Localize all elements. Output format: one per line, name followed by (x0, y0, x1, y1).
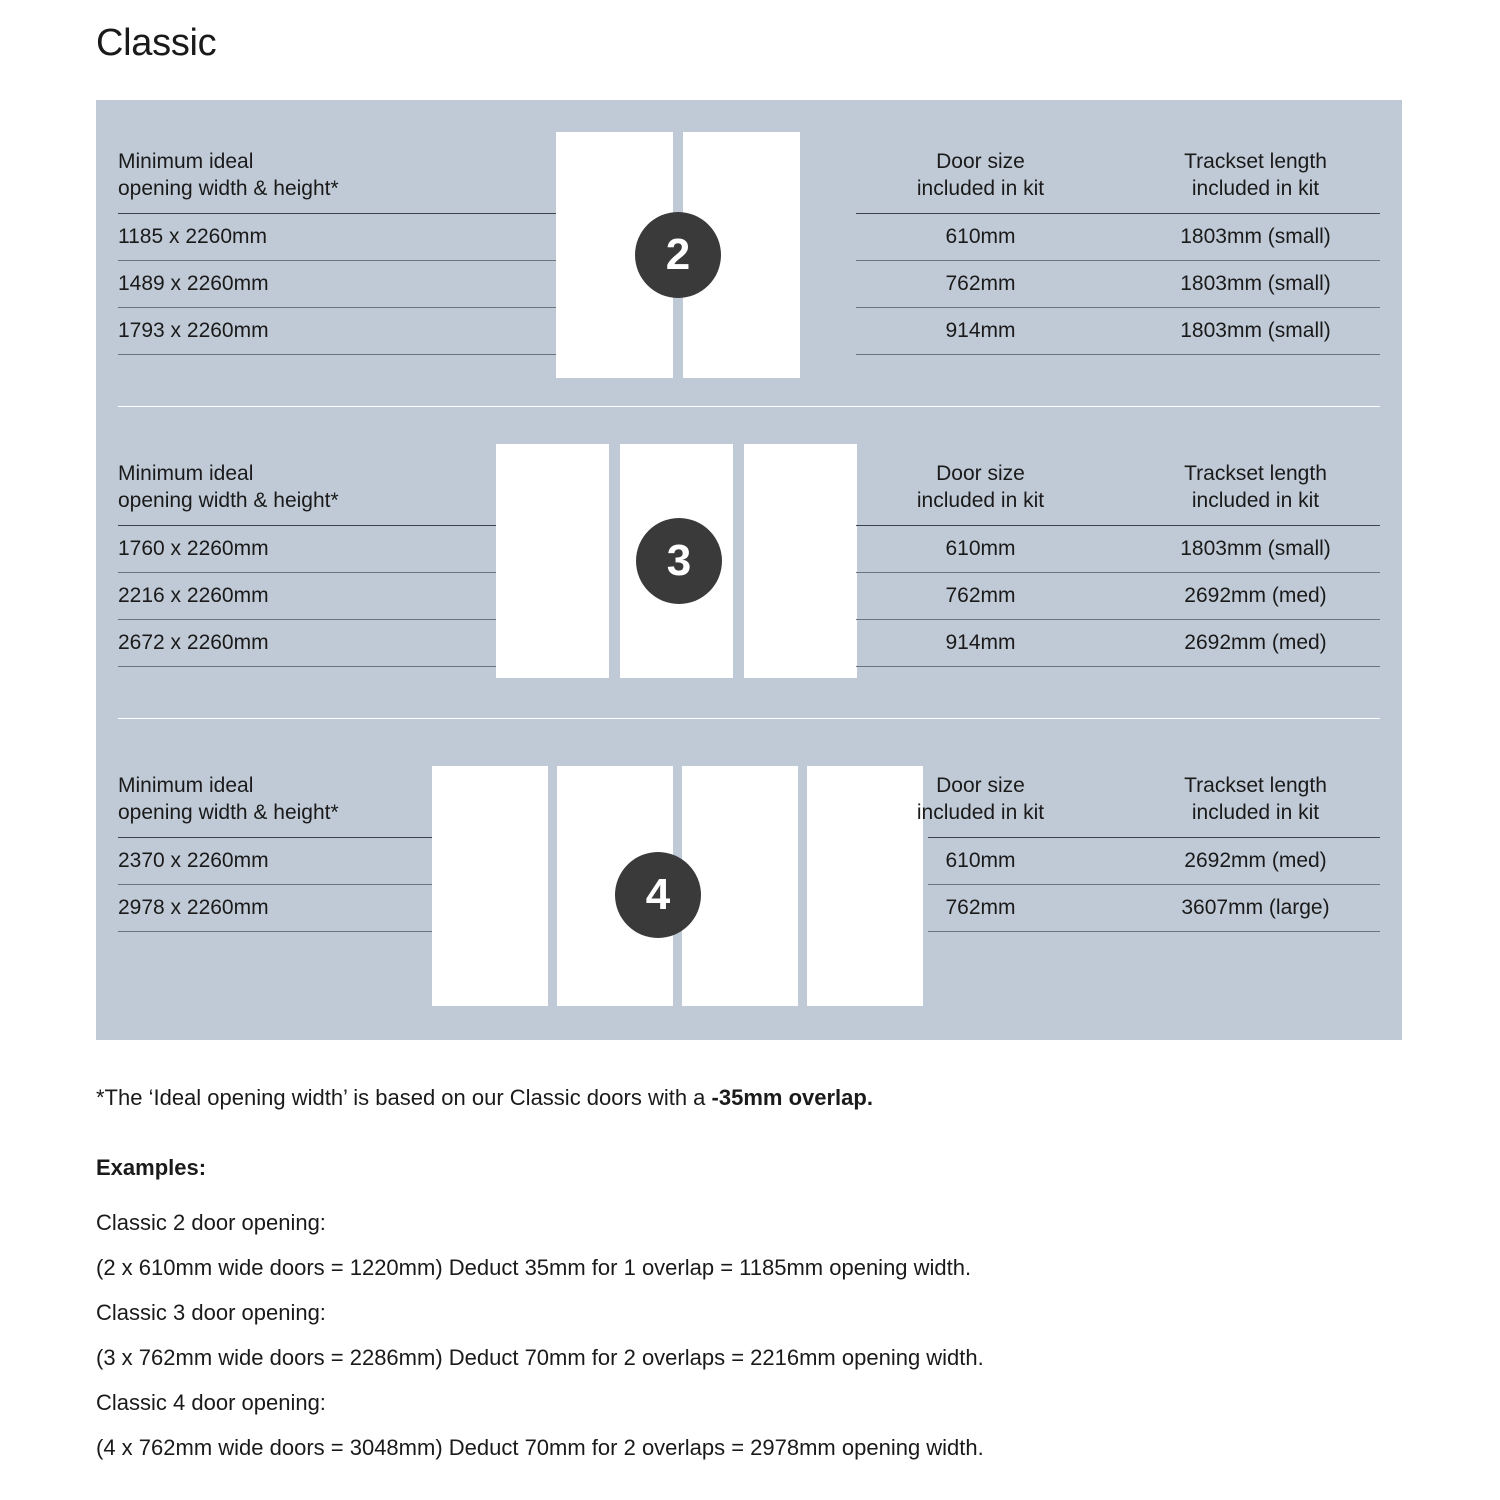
door-panel (496, 444, 609, 678)
row-rule (928, 931, 1380, 932)
examples-list (96, 1200, 1426, 1470)
opening-column-2 (118, 148, 558, 355)
list-item: Classic 3 door opening: (96, 1300, 326, 1325)
opening-column-header-2: Minimum ideal opening width & height* (118, 150, 339, 200)
examples-heading: Examples: (96, 1155, 207, 1180)
kit-columns-2 (856, 148, 1380, 355)
trackset-header-4: Trackset length included in kit (1184, 774, 1327, 824)
row-rule (118, 354, 558, 355)
list-item: (3 x 762mm wide doors = 2286mm) Deduct 70mm for 2 overlaps = 2216mm opening width. (96, 1345, 984, 1370)
table-cell-door-size: 610mm (945, 537, 1016, 560)
kit-columns-4 (856, 772, 1380, 932)
table-row: 2216 x 2260mm (118, 584, 269, 607)
table-cell-door-size: 762mm (945, 896, 1016, 919)
spec-block-3-door (96, 422, 1402, 722)
row-rule (118, 931, 440, 932)
table-cell-trackset: 1803mm (small) (1180, 319, 1331, 342)
door-count-badge-2: 2 (635, 212, 721, 298)
table-row: 2370 x 2260mm (118, 849, 269, 872)
table-row: 1793 x 2260mm (118, 319, 269, 342)
table-row: 1760 x 2260mm (118, 537, 269, 560)
door-panel (432, 766, 548, 1006)
opening-column-header-4: Minimum ideal opening width & height* (118, 774, 339, 824)
row-rule (118, 666, 558, 667)
spec-block-4-door (96, 734, 1402, 1034)
table-cell-door-size: 610mm (945, 849, 1016, 872)
list-item: (2 x 610mm wide doors = 1220mm) Deduct 35mm for 1 overlap = 1185mm opening width. (96, 1255, 972, 1280)
block-divider (118, 406, 1380, 407)
table-cell-door-size: 914mm (945, 319, 1016, 342)
table-cell-trackset: 1803mm (small) (1180, 537, 1331, 560)
table-row: 2672 x 2260mm (118, 631, 269, 654)
door-size-header-4: Door size included in kit (916, 774, 1045, 824)
table-cell-trackset: 1803mm (small) (1180, 272, 1331, 295)
opening-column-3 (118, 460, 558, 667)
footnote-text: *The ‘Ideal opening width’ is based on our Classic doors with a (96, 1085, 712, 1110)
table-row: 2978 x 2260mm (118, 896, 269, 919)
list-item: (4 x 762mm wide doors = 3048mm) Deduct 70mm for 2 overlaps = 2978mm opening width. (96, 1435, 984, 1460)
list-item: Classic 4 door opening: (96, 1390, 326, 1415)
door-panel (744, 444, 857, 678)
table-cell-door-size: 762mm (945, 272, 1016, 295)
row-rule (856, 666, 1380, 667)
table-cell-door-size: 914mm (945, 631, 1016, 654)
table-cell-trackset: 3607mm (large) (1181, 896, 1330, 919)
kit-columns-3 (856, 460, 1380, 667)
table-cell-trackset: 1803mm (small) (1180, 225, 1331, 248)
table-row: 1185 x 2260mm (118, 225, 268, 248)
table-cell-door-size: 762mm (945, 584, 1016, 607)
footnote (96, 1085, 873, 1111)
table-cell-trackset: 2692mm (med) (1184, 631, 1327, 654)
footnote-emphasis: -35mm overlap. (711, 1085, 873, 1110)
block-divider (118, 718, 1380, 719)
opening-column-header-3: Minimum ideal opening width & height* (118, 462, 339, 512)
spec-block-2-door (96, 110, 1402, 410)
door-size-header-3: Door size included in kit (916, 462, 1045, 512)
list-item: Classic 2 door opening: (96, 1210, 326, 1235)
trackset-header-3: Trackset length included in kit (1184, 462, 1327, 512)
trackset-header-2: Trackset length included in kit (1184, 150, 1327, 200)
spec-table-panel (96, 100, 1402, 1040)
page-title: Classic (96, 22, 217, 64)
table-cell-trackset: 2692mm (med) (1184, 849, 1327, 872)
door-size-header-2: Door size included in kit (916, 150, 1045, 200)
table-row: 1489 x 2260mm (118, 272, 269, 295)
table-cell-trackset: 2692mm (med) (1184, 584, 1327, 607)
door-count-badge-4: 4 (615, 852, 701, 938)
row-rule (856, 354, 1380, 355)
door-count-badge-3: 3 (636, 518, 722, 604)
table-cell-door-size: 610mm (945, 225, 1016, 248)
